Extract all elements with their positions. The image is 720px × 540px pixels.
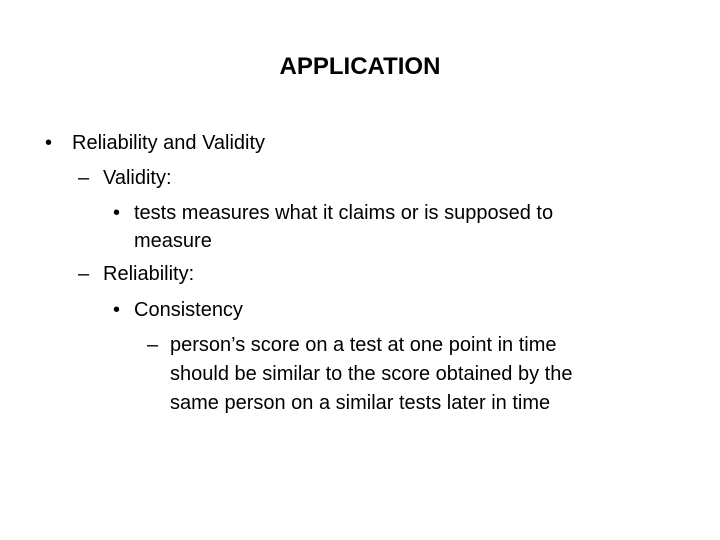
bullet-marker: • (113, 202, 121, 224)
subbullet-reliability: Reliability: (103, 263, 195, 285)
consistency-detail-line-3: same person on a similar tests later in time (170, 392, 551, 414)
bullet-consistency: Consistency (134, 299, 243, 321)
consistency-detail-line-2: should be similar to the score obtained by the (170, 363, 573, 385)
bullet-marker: • (113, 299, 121, 321)
dash-marker: – (78, 263, 90, 285)
subbullet-validity: Validity: (103, 167, 172, 189)
bullet-marker: • (45, 132, 53, 154)
dash-marker: – (147, 334, 159, 356)
slide-title: APPLICATION (279, 53, 441, 80)
dash-marker: – (78, 167, 90, 189)
validity-definition-line-2: measure (134, 230, 212, 252)
bullet-reliability-and-validity: Reliability and Validity (72, 132, 266, 154)
consistency-detail-line-1: person’s score on a test at one point in time (170, 334, 557, 356)
validity-definition-line-1: tests measures what it claims or is supposed to (134, 202, 554, 224)
